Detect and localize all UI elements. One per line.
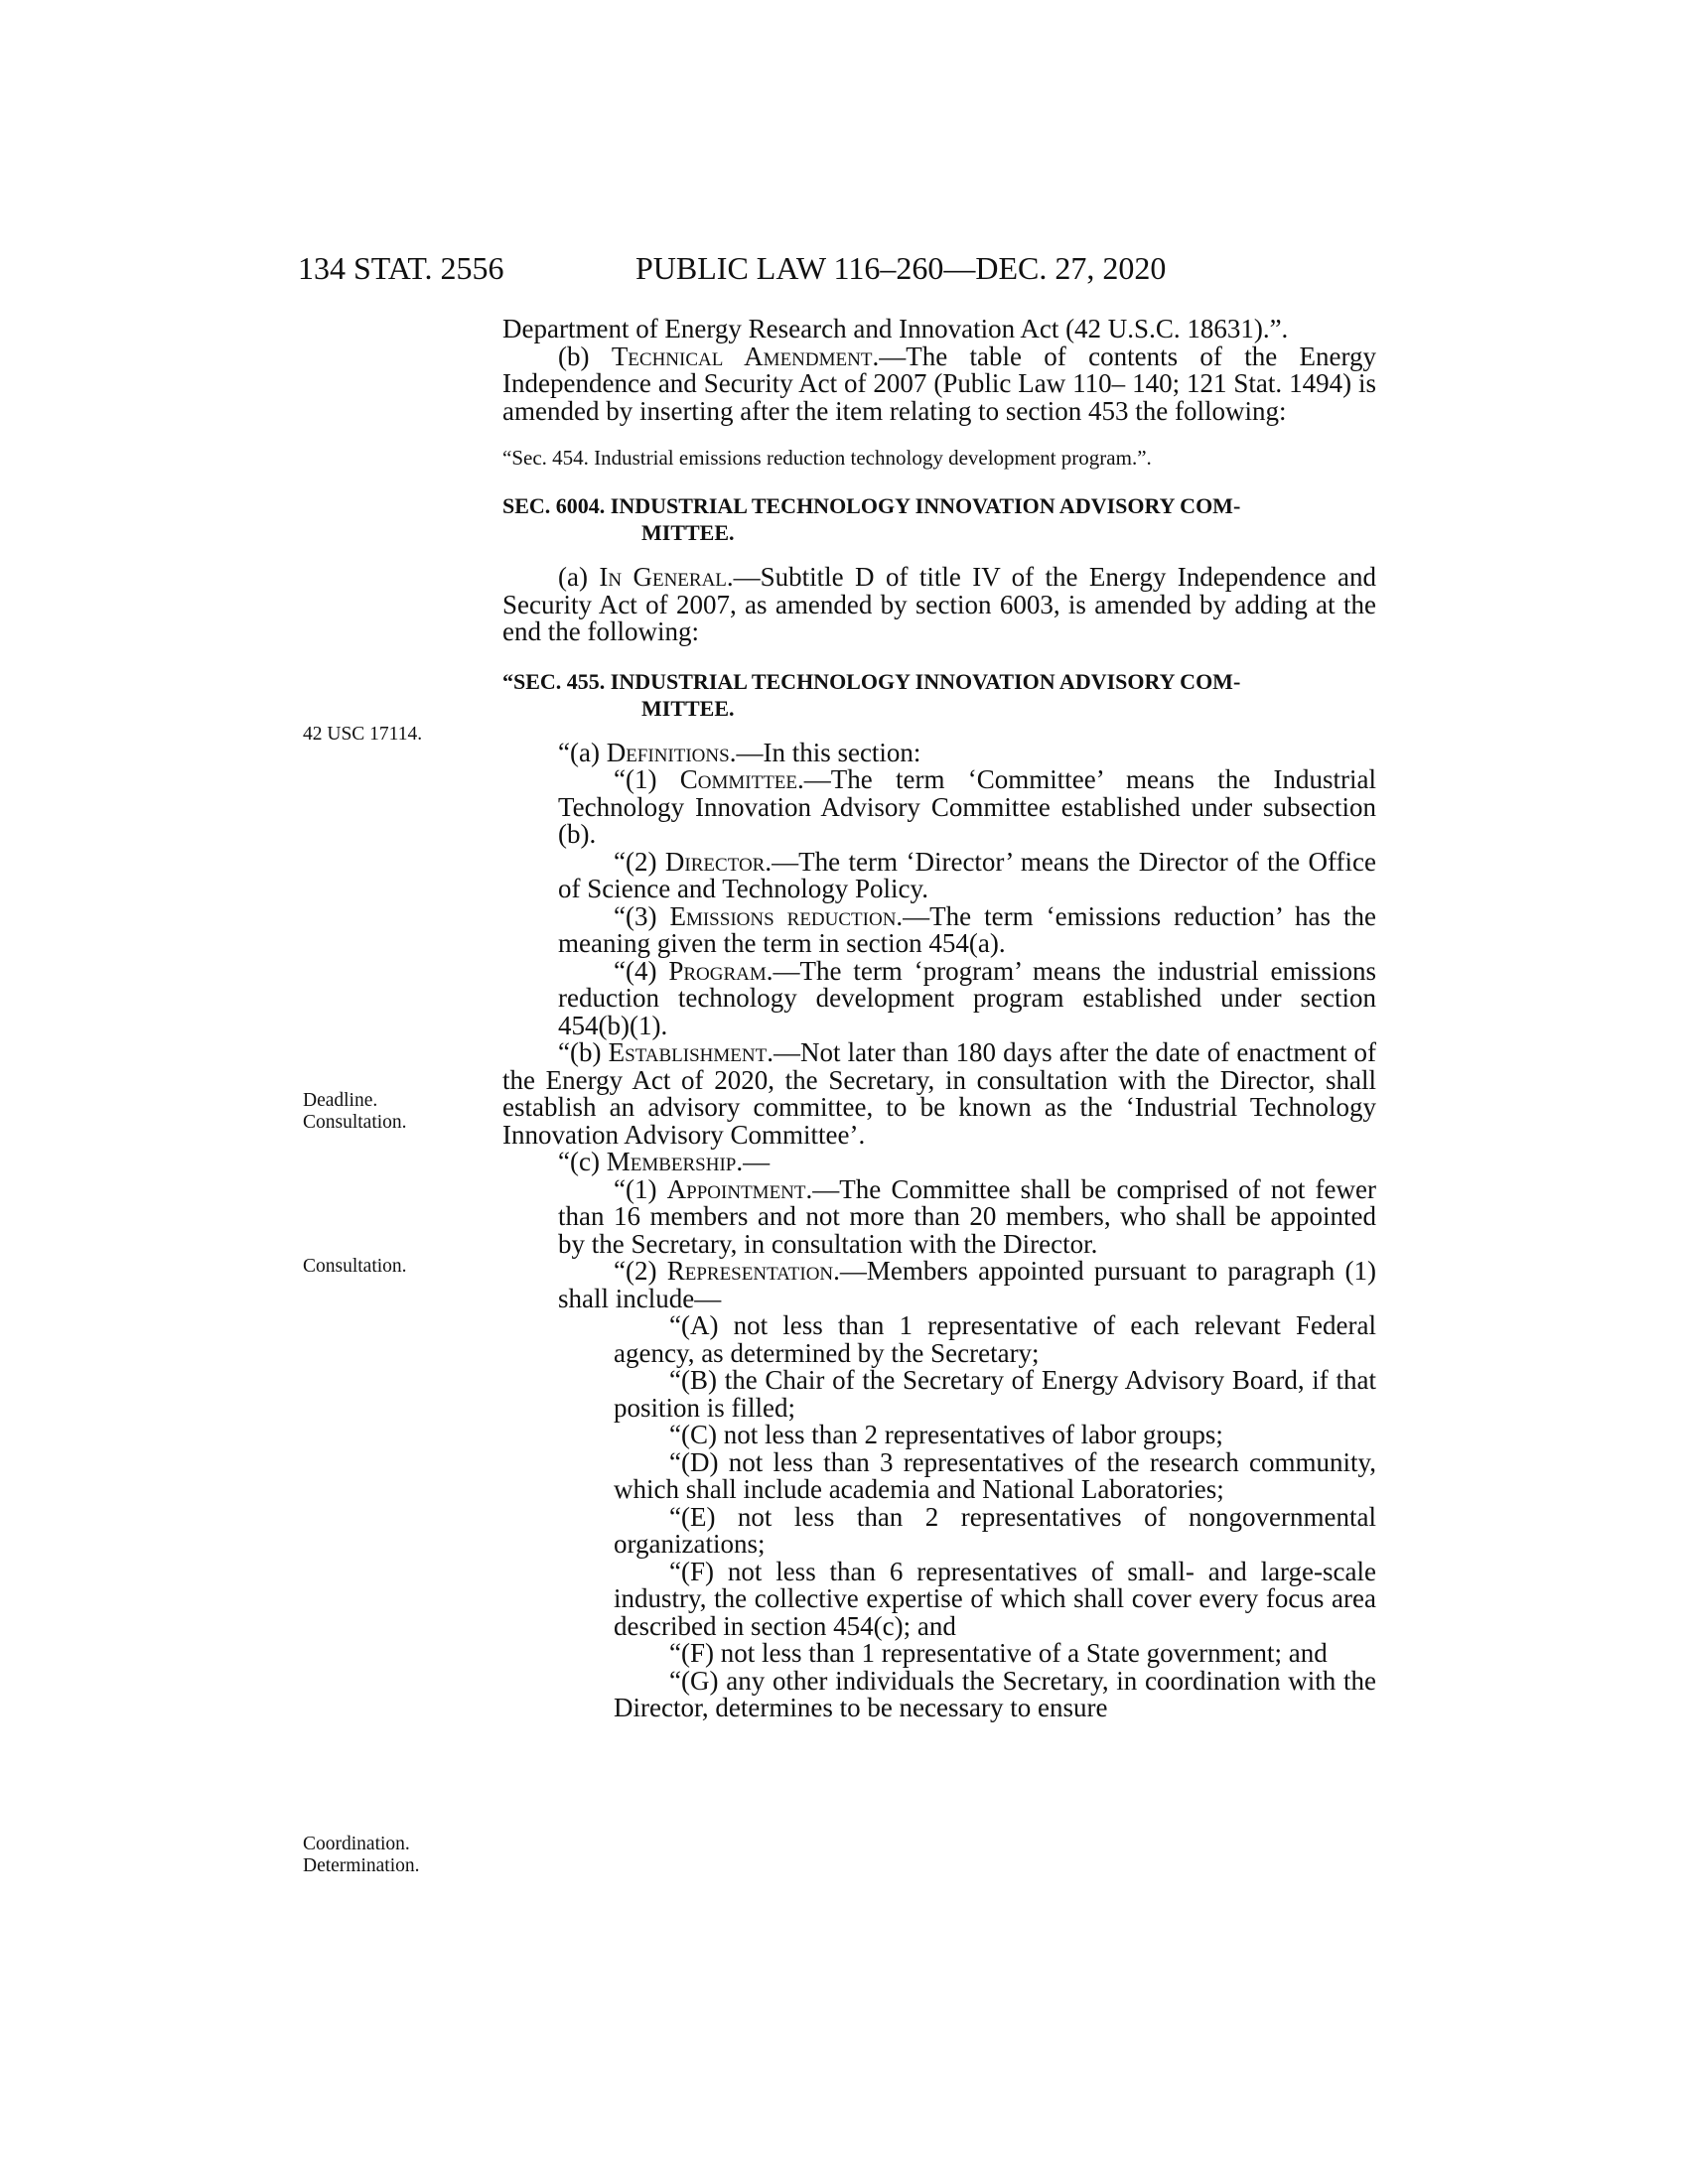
paragraph-heading: Appointment — [666, 1173, 806, 1204]
section-heading-line-1: “SEC. 455. INDUSTRIAL TECHNOLOGY INNOVATION ADVISORY COM- — [502, 668, 1241, 694]
establishment-paragraph — [502, 1039, 1376, 1149]
paragraph-heading: Emissions reduction — [669, 900, 897, 931]
definition-committee — [558, 766, 1376, 849]
stat-page-number: 134 STAT. 2556 — [298, 250, 504, 286]
representation-item-b: “(B) the Chair of the Secretary of Energy Advisory Board, if that position is filled; — [614, 1365, 1376, 1423]
definition-program — [558, 955, 1376, 1040]
section-heading-line-2: MITTEE. — [641, 520, 735, 545]
representation-item-g: “(G) any other individuals the Secretary, in coordination with the Director, determines to be necessary to ensure — [614, 1665, 1376, 1722]
paragraph-label: (b) — [558, 341, 612, 371]
representation-item-a: “(A) not less than 1 representative of each relevant Federal agency, as determined by the Secretary; — [614, 1310, 1376, 1368]
paragraph-label: “(2) — [614, 1256, 667, 1286]
law-title: PUBLIC LAW 116–260—DEC. 27, 2020 — [635, 250, 1167, 286]
section-455-heading — [502, 668, 1376, 722]
definitions-paragraph — [502, 737, 1376, 767]
margin-note-consultation-2: Consultation. — [303, 1256, 407, 1277]
membership-paragraph — [502, 1149, 1376, 1176]
paragraph-heading: Technical Amendment — [611, 341, 873, 371]
paragraph-heading: Director — [664, 846, 766, 877]
representation-item-f-industry: “(F) not less than 6 representatives of small- and large-scale industry, the collective expertise of which shall cover every focus area described in section 454(c); and — [614, 1556, 1376, 1641]
margin-note-deadline: Deadline. — [303, 1090, 378, 1111]
paragraph-label: “(3) — [614, 900, 670, 931]
paragraph-text: .—The term ‘emissions reduction’ has the meaning given the term in section 454(a). — [558, 900, 1376, 958]
definition-director — [558, 846, 1376, 903]
paragraph-text: .—The term ‘program’ means the industrial emissions reduction technology development program established under section 454(b)(1). — [558, 955, 1376, 1040]
toc-item: “Sec. 454. Industrial emissions reduction technology development program.”. — [502, 446, 1152, 470]
paragraph-heading: Program — [668, 955, 767, 986]
paragraph-label: “(1) — [614, 764, 680, 794]
section-heading-line-2: MITTEE. — [641, 695, 735, 721]
paragraph-text: .— — [736, 1147, 771, 1176]
paragraph-label: “(1) — [614, 1173, 667, 1204]
paragraph-label: “(c) — [558, 1147, 607, 1176]
representation-item-c: “(C) not less than 2 representatives of labor groups; — [669, 1420, 1223, 1449]
margin-note-coordination: Coordination. — [303, 1834, 410, 1854]
appointment-paragraph — [558, 1173, 1376, 1259]
margin-note-consultation: Consultation. — [303, 1112, 407, 1133]
intro-paragraph: Department of Energy Research and Innovation Act (42 U.S.C. 18631).”. — [502, 314, 1289, 343]
document-body — [502, 316, 1376, 1722]
paragraph-text: .—The term ‘Director’ means the Director of the Office of Science and Technology Policy. — [558, 846, 1376, 903]
representation-item-f-state: “(F) not less than 1 representative of a State government; and — [669, 1638, 1328, 1668]
paragraph-label: “(2) — [614, 846, 665, 877]
paragraph-heading: Committee — [679, 764, 798, 794]
technical-amendment-paragraph — [502, 343, 1376, 426]
margin-note-usc: 42 USC 17114. — [303, 724, 423, 745]
paragraph-label: “(a) — [558, 737, 607, 767]
representation-item-d: “(D) not less than 3 representatives of the research community, which shall include academia and National Laboratories; — [614, 1446, 1376, 1504]
paragraph-heading: Establishment — [608, 1037, 768, 1067]
representation-paragraph — [558, 1258, 1376, 1312]
margin-note-determination: Determination. — [303, 1855, 420, 1876]
paragraph-text: .—In this section: — [729, 737, 921, 767]
paragraph-heading: Representation — [666, 1256, 834, 1286]
definition-emissions-reduction — [558, 900, 1376, 958]
paragraph-heading: Definitions — [606, 737, 730, 767]
paragraph-label: (a) — [558, 562, 600, 592]
paragraph-text: .—Subtitle D of title IV of the Energy Independence and Security Act of 2007, as amended by section 6003, is amended by adding at the end the following: — [502, 562, 1376, 646]
paragraph-text: .—Not later than 180 days after the date of enactment of the Energy Act of 2020, the Secretary, in consultation with the Director, shall establish an advisory committee, to be known as the ‘Industrial Technology Innovation Advisory Committee’. — [502, 1037, 1376, 1150]
paragraph-text: .—The table of contents of the Energy Independence and Security Act of 2007 (Public Law 110– 140; 121 Stat. 1494) is amended by inserting after the item relating to section 453 the following: — [502, 341, 1376, 426]
page-header — [298, 248, 1390, 288]
paragraph-text: .—The Committee shall be comprised of not fewer than 16 members and not more than 20 members, who shall be appointed by the Secretary, in consultation with the Director. — [558, 1173, 1376, 1259]
paragraph-heading: Membership — [606, 1147, 737, 1176]
paragraph-heading: In General — [599, 562, 727, 592]
section-6004-heading — [502, 492, 1376, 546]
representation-item-e: “(E) not less than 2 representatives of nongovernmental organizations; — [614, 1501, 1376, 1559]
paragraph-text: .—The term ‘Committee’ means the Industrial Technology Innovation Advisory Committee established under subsection (b). — [558, 764, 1377, 849]
in-general-paragraph — [502, 564, 1376, 646]
paragraph-text: .—Members appointed pursuant to paragraph (1) shall include— — [558, 1256, 1376, 1313]
section-heading-line-1: SEC. 6004. INDUSTRIAL TECHNOLOGY INNOVATION ADVISORY COM- — [502, 493, 1241, 518]
paragraph-label: “(4) — [614, 955, 669, 986]
paragraph-label: “(b) — [558, 1037, 609, 1067]
